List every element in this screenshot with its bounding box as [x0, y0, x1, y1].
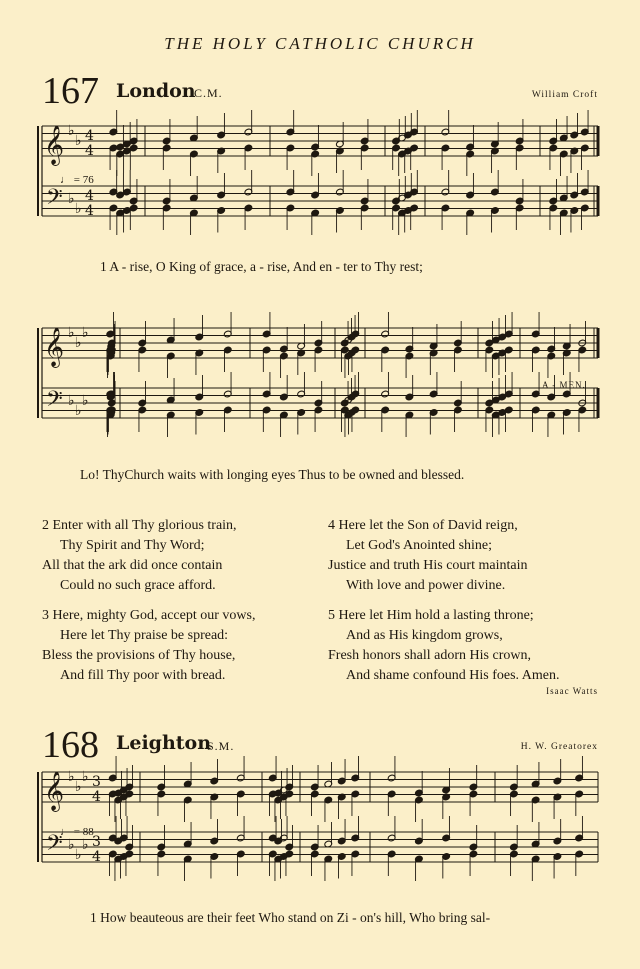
key-flat: ♭: [68, 769, 75, 785]
key-flat: ♭: [68, 325, 75, 341]
key-flat: ♭: [68, 123, 75, 139]
stanza-line: Thy Spirit and Thy Word;: [60, 538, 205, 553]
bass-clef: 𝄢: [46, 185, 63, 215]
time-signature: 4: [85, 203, 94, 219]
amen-label: A - MEN.: [542, 380, 586, 390]
tempo-marking: ♩ = 76: [60, 174, 94, 186]
stanza: [326, 516, 527, 596]
hymn-number: 168: [42, 724, 99, 766]
lyric-line: 1 How beauteous are their feet Who stand on Zi - on's hill, Who bring sal-: [90, 910, 491, 925]
stanza-line: All that the ark did once contain: [42, 558, 223, 573]
composer: William Croft: [531, 90, 598, 100]
stanza-line: 5 Here let Him hold a lasting throne;: [328, 608, 534, 623]
stanza-line: And shame confound His foes. Amen.: [346, 668, 560, 683]
bass-clef: 𝄢: [46, 387, 63, 417]
stanza-line: 2 Enter with all Thy glorious train,: [42, 518, 237, 533]
key-flat: ♭: [82, 393, 89, 409]
time-signature: 3: [92, 834, 101, 850]
time-signature: 3: [92, 774, 101, 790]
stanza-line: With love and power divine.: [346, 578, 506, 593]
key-flat: ♭: [75, 201, 82, 217]
tune-name: London: [116, 80, 196, 102]
key-flat: ♭: [75, 847, 82, 863]
tune-name: Leighton: [116, 732, 212, 754]
key-flat: ♭: [82, 325, 89, 341]
key-flat: ♭: [75, 779, 82, 795]
stanza-line: Fresh honors shall adorn His crown,: [328, 648, 531, 663]
running-head: THE HOLY CATHOLIC CHURCH: [164, 34, 476, 53]
key-flat: ♭: [75, 403, 82, 419]
bass-clef: 𝄢: [46, 831, 63, 861]
key-flat: ♭: [68, 393, 75, 409]
stanza-line: Here let Thy praise be spread:: [60, 628, 229, 643]
author: Isaac Watts: [546, 686, 598, 696]
lyric-line: 1 A - rise, O King of grace, a - rise, And en - ter to Thy rest;: [100, 259, 423, 274]
stanza-line: And as His kingdom grows,: [346, 628, 503, 643]
treble-clef: 𝄞: [44, 771, 65, 811]
key-flat: ♭: [82, 837, 89, 853]
stanza-line: Justice and truth His court maintain: [328, 558, 528, 573]
treble-clef: 𝄞: [44, 125, 65, 165]
lyric-line: Lo! ThyChurch waits with longing eyes Thus to be owned and blessed.: [80, 467, 465, 482]
stanza-line: 4 Here let the Son of David reign,: [328, 518, 518, 533]
stanza: [326, 606, 559, 686]
treble-clef: 𝄞: [44, 327, 65, 367]
tempo-marking: ♩ = 88: [60, 826, 94, 838]
stanza-line: 3 Here, mighty God, accept our vows,: [42, 608, 256, 623]
stanza-line: Bless the provisions of Thy house,: [42, 648, 236, 663]
stanza-line: And fill Thy poor with bread.: [60, 668, 226, 683]
key-flat: ♭: [75, 335, 82, 351]
time-signature: 4: [92, 849, 101, 865]
stanza: [40, 516, 237, 596]
composer: H. W. Greatorex: [520, 742, 598, 752]
key-flat: ♭: [82, 769, 89, 785]
meter: S.M.: [207, 739, 235, 753]
time-signature: 4: [92, 789, 101, 805]
hymn-number: 167: [42, 70, 99, 112]
key-flat: ♭: [68, 191, 75, 207]
time-signature: 4: [85, 128, 94, 144]
key-flat: ♭: [68, 837, 75, 853]
stanza-line: Let God's Anointed shine;: [346, 538, 493, 553]
time-signature: 4: [85, 143, 94, 159]
stanza: [40, 606, 255, 686]
meter: C.M.: [194, 86, 223, 100]
stanza-line: Could no such grace afford.: [60, 578, 216, 593]
time-signature: 4: [85, 188, 94, 204]
key-flat: ♭: [75, 133, 82, 149]
